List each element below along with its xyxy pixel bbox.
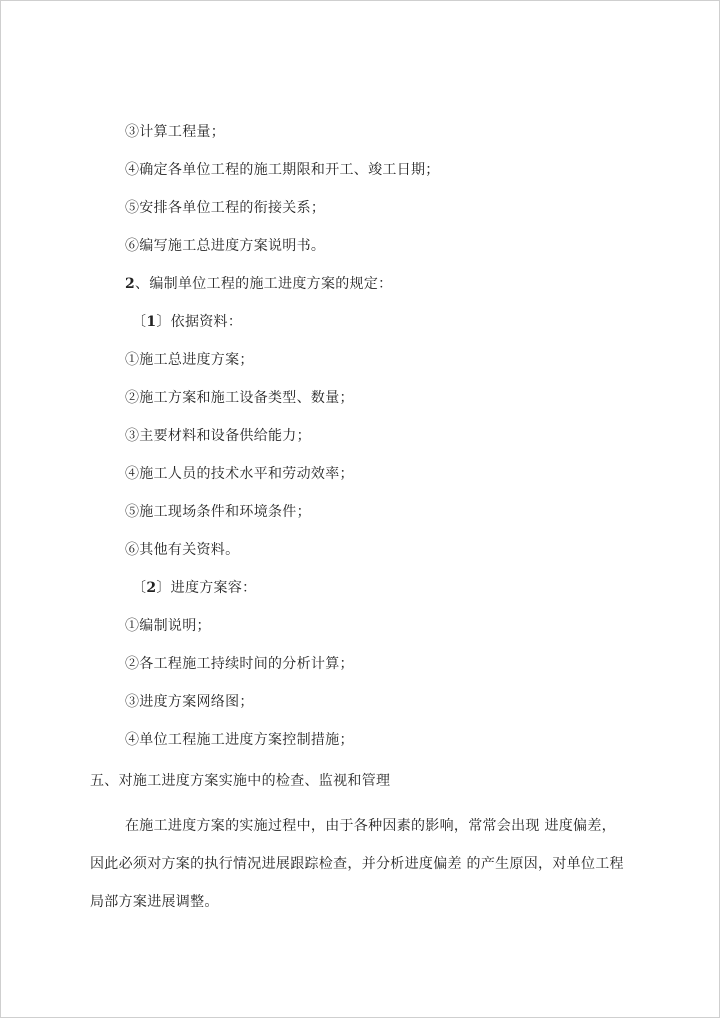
paragraph-line: 局部方案进展调整。 — [90, 894, 219, 910]
subheading-text: 〕依据资料： — [156, 314, 243, 330]
heading-number: 2 — [125, 276, 136, 292]
subheading-number: 1 — [146, 314, 157, 330]
list-item: ④施工人员的技术水平和劳动效率； — [125, 466, 354, 482]
subheading-text: 〕进度方案容： — [156, 580, 257, 596]
list-item: ③计算工程量； — [125, 124, 226, 140]
paragraph-line: 因此必须对方案的执行情况进展跟踪检查，并分析进度偏差 的产生原因，对单位工程 — [90, 856, 624, 872]
bracket-open: 〔 — [132, 314, 147, 330]
list-item: ①施工总进度方案； — [125, 352, 254, 368]
list-item: ⑥编写施工总进度方案说明书。 — [125, 238, 326, 254]
bracket-open: 〔 — [132, 580, 147, 596]
section-heading-5: 五、对施工进度方案实施中的检查、监视和管理 — [90, 773, 391, 789]
heading-text: 、编制单位工程的施工进度方案的规定： — [135, 276, 393, 292]
list-item: ④单位工程施工进度方案控制措施； — [125, 732, 354, 748]
list-item: ④确定各单位工程的施工期限和开工、竣工日期； — [125, 162, 440, 178]
list-item: ⑤施工现场条件和环境条件； — [125, 504, 311, 520]
list-item: ⑥其他有关资料。 — [125, 542, 240, 558]
section-heading-2 — [125, 274, 392, 294]
list-item: ③进度方案网络图； — [125, 694, 254, 710]
paragraph-line: 在施工进度方案的实施过程中，由于各种因素的影响，常常会出现 进度偏差， — [125, 818, 616, 834]
list-item: ①编制说明； — [125, 618, 211, 634]
list-item: ②各工程施工持续时间的分析计算； — [125, 656, 354, 672]
subheading-number: 2 — [146, 580, 157, 596]
subheading-1 — [132, 312, 242, 332]
list-item: ③主要材料和设备供给能力； — [125, 428, 311, 444]
subheading-2 — [132, 578, 256, 598]
list-item: ②施工方案和施工设备类型、数量； — [125, 390, 354, 406]
list-item: ⑤安排各单位工程的衔接关系； — [125, 200, 326, 216]
